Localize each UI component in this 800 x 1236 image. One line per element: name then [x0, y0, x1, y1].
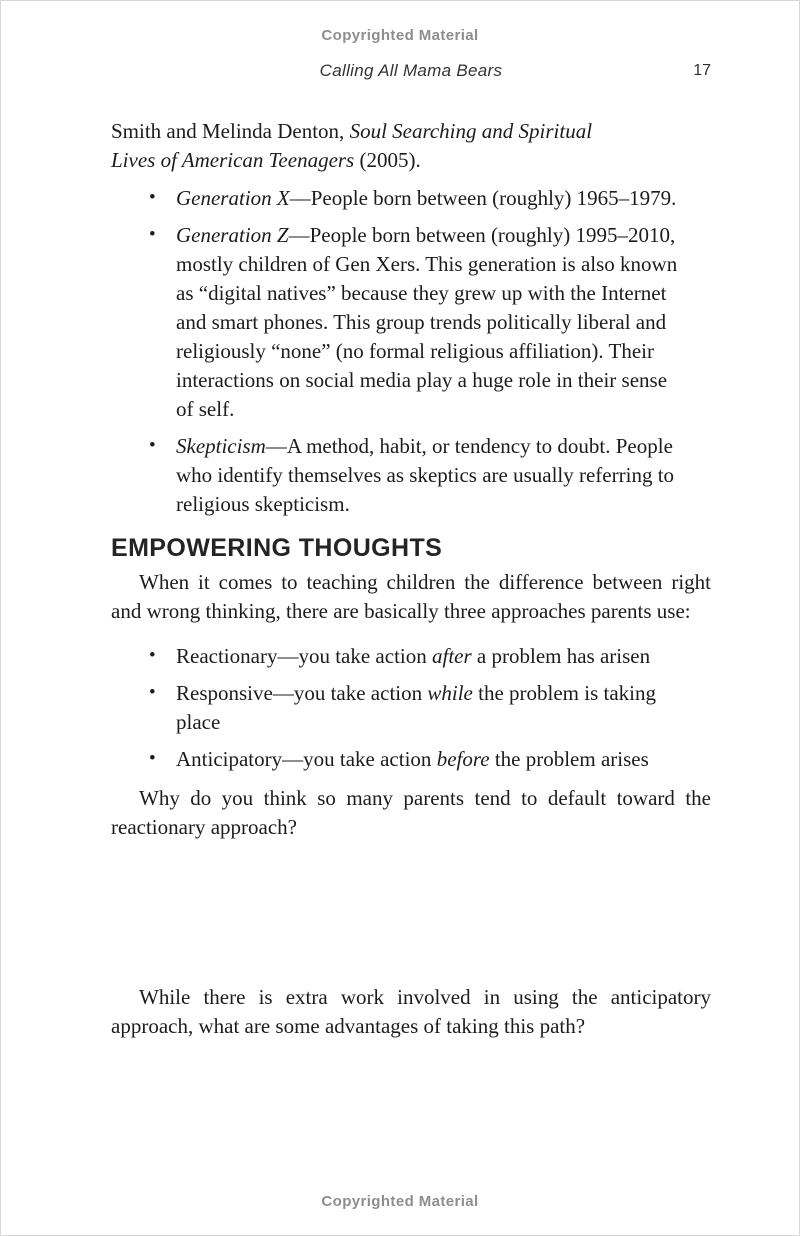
- bullet-marker: •: [149, 224, 156, 245]
- bullet-marker: •: [149, 682, 156, 703]
- running-header-title: Calling All Mama Bears: [319, 61, 503, 80]
- glossary-item-text: Generation X—People born between (roughly) 1965–1979.: [176, 186, 677, 210]
- question-reactionary: Why do you think so many parents tend to default toward the reactionary approach?: [111, 786, 711, 839]
- page-body: [111, 117, 711, 1041]
- approach-item-reactionary: [111, 642, 688, 671]
- running-header: [111, 61, 711, 85]
- glossary-list: [111, 184, 711, 519]
- approach-item-text: Responsive—you take action while the problem is taking place: [176, 681, 657, 734]
- glossary-continuation-text: Smith and Melinda Denton, Soul Searching and Spiritual Lives of American Teenagers (2005).: [111, 119, 593, 172]
- glossary-item-text: Skepticism—A method, habit, or tendency to doubt. People who identify themselves as skeptics are usually referring to religious skepticism.: [176, 434, 675, 516]
- glossary-item-skepticism: [111, 432, 688, 519]
- approaches-list: [111, 642, 711, 774]
- approach-item-responsive: [111, 679, 688, 737]
- approach-item-anticipatory: [111, 745, 688, 774]
- glossary-item-generation-z: [111, 221, 688, 424]
- copyright-notice-bottom: Copyrighted Material: [321, 1193, 479, 1210]
- answer-space: [111, 842, 711, 983]
- bullet-marker: •: [149, 748, 156, 769]
- approach-item-text: Reactionary—you take action after a problem has arisen: [176, 644, 651, 668]
- bullet-marker: •: [149, 435, 156, 456]
- glossary-item-text: Generation Z—People born between (roughly) 1995–2010, mostly children of Gen Xers. This generation is also known as “digital natives” because they grew up with the Internet and smart phones. This group trends politically liberal and religiously “none” (no formal religious affiliation). Their interactions on social media play a huge role in their sense of self.: [176, 223, 678, 421]
- glossary-item-generation-x: [111, 184, 688, 213]
- bullet-marker: •: [149, 187, 156, 208]
- section-heading: EMPOWERING THOUGHTS: [111, 534, 443, 562]
- intro-paragraph: When it comes to teaching children the difference between right and wrong thinking, there are basically three approaches parents use:: [111, 570, 711, 623]
- copyright-notice-top: Copyrighted Material: [321, 27, 479, 44]
- page-number: 17: [693, 62, 711, 79]
- approach-item-text: Anticipatory—you take action before the problem arises: [176, 747, 649, 771]
- question-anticipatory: While there is extra work involved in using the anticipatory approach, what are some advantages of taking this path?: [111, 985, 711, 1038]
- bullet-marker: •: [149, 645, 156, 666]
